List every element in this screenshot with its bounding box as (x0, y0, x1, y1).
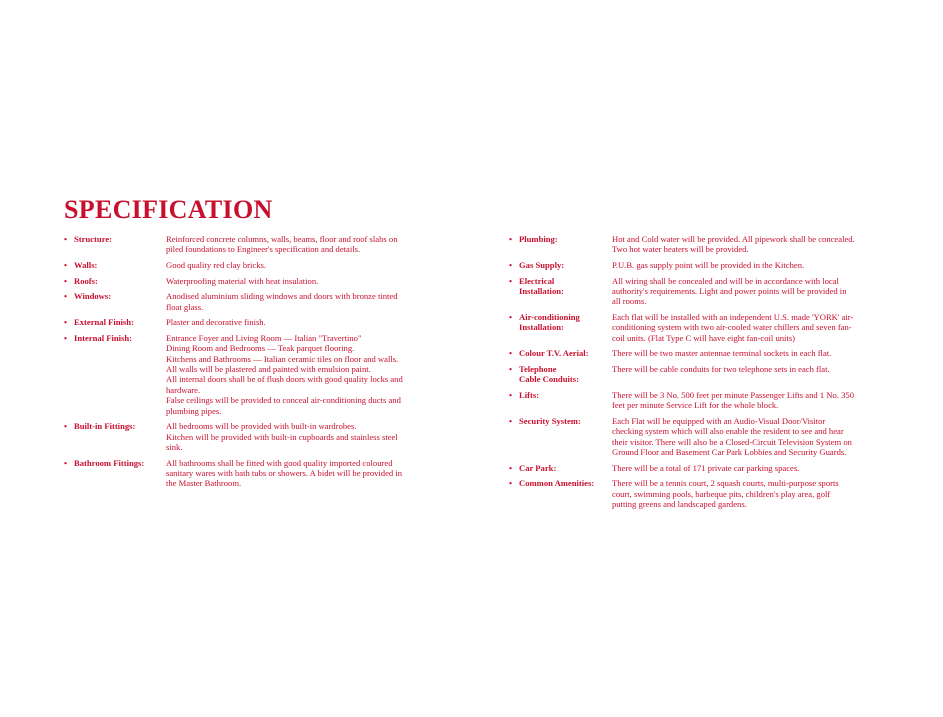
spec-item (509, 478, 881, 509)
spec-description: Good quality red clay bricks. (166, 260, 266, 270)
spec-description: All bathrooms shall be fitted with good quality imported coloured sanitary wares with bath tubs or showers. A bidet will be provided in the Master Bathroom. (166, 457, 403, 489)
bullet-icon: • (509, 462, 513, 473)
spec-label: Structure: (74, 234, 113, 244)
bullet-icon: • (509, 348, 513, 359)
spec-item (64, 458, 436, 489)
bullet-icon: • (509, 275, 513, 286)
spec-item (509, 276, 881, 307)
spec-description: There will be 3 No. 500 feet per minute Passenger Lifts and 1 No. 350 feet per minute Service Lift for the whole block. (612, 390, 854, 411)
spec-label: Lifts: (519, 390, 540, 400)
spec-description: Each Flat will be equipped with an Audio-Visual Door/Visitor checking system which will also enable the resident to see and hear their visitor. There will also be a Closed-Circuit Television System on Ground Floor and Basement Car Park Lobbies and Security Guards. (612, 416, 852, 458)
spec-label: Bathroom Fittings: (74, 457, 145, 468)
spec-description: There will be a total of 171 private car parking spaces. (612, 462, 800, 473)
spec-item (64, 421, 436, 452)
bullet-icon: • (64, 332, 68, 343)
bullet-icon: • (509, 260, 513, 270)
spec-label: Gas Supply: (519, 260, 565, 270)
spec-label: Common Amenities: (519, 478, 595, 489)
spec-label: Security System: (519, 416, 581, 426)
spec-item (509, 364, 881, 385)
spec-description: Plaster and decorative finish. (166, 317, 266, 328)
bullet-icon: • (509, 364, 513, 374)
spec-description: P.U.B. gas supply point will be provided in the Kitchen. (612, 260, 805, 270)
spec-description: Reinforced concrete columns, walls, beams, floor and roof slabs on piled foundations to Engineer's specification and details. (166, 234, 398, 255)
spec-label: Windows: (74, 291, 112, 302)
spec-description: All wiring shall be concealed and will be in accordance with local authority's requirements. Light and power points will be provided in all rooms. (612, 275, 847, 307)
spec-label: Walls: (74, 260, 98, 270)
spec-item (509, 416, 881, 458)
spec-item (509, 234, 881, 255)
spec-item (64, 291, 436, 312)
spec-description: There will be two master antennae terminal sockets in each flat. (612, 348, 832, 359)
spec-label: Built-in Fittings: (74, 421, 136, 432)
spec-description: There will be a tennis court, 2 squash courts, multi-purpose sports court, swimming pools, barbeque pits, children's play area, golf putting greens and landscaped gardens. (612, 478, 839, 510)
spec-item (64, 276, 436, 286)
bullet-icon: • (64, 317, 68, 328)
spec-label: Roofs: (74, 275, 98, 286)
bullet-icon: • (509, 234, 513, 244)
bullet-icon: • (509, 312, 513, 322)
bullet-icon: • (64, 260, 68, 270)
spec-description: All bedrooms will be provided with built-in wardrobes. Kitchen will be provided with built-in cupboards and stainless steel sink. (166, 421, 398, 453)
page-title: SPECIFICATION (64, 195, 273, 224)
spec-item (64, 260, 436, 270)
bullet-icon: • (509, 416, 513, 426)
bullet-icon: • (509, 478, 513, 489)
spec-label: Car Park: (519, 462, 557, 473)
spec-label: Internal Finish: (74, 332, 133, 343)
spec-description: Entrance Foyer and Living Room — Italian "Travertino" Dining Room and Bedrooms — Teak parquet flooring. Kitchens and Bathrooms — Italian ceramic tiles on floor and walls. All walls will be plastered and painted with emulsion paint. All internal doors shall be of flush doors with good quality locks and hardware. False ceilings will be provided to conceal air-conditioning ducts and plumbing pipes. (166, 332, 403, 416)
bullet-icon: • (64, 275, 68, 286)
spec-item (64, 333, 436, 416)
spec-description: Hot and Cold water will be provided. All pipework shall be concealed. Two hot water heaters will be provided. (612, 234, 855, 255)
spec-label: Electrical Installation: (519, 275, 564, 296)
bullet-icon: • (64, 291, 68, 302)
spec-description: There will be cable conduits for two telephone sets in each flat. (612, 364, 830, 374)
bullet-icon: • (64, 234, 68, 244)
spec-description: Waterproofing material with heat insulation. (166, 275, 319, 286)
spec-item (509, 312, 881, 343)
spec-item (509, 390, 881, 411)
left-column (64, 234, 436, 494)
spec-item (509, 348, 881, 358)
spec-item (64, 234, 436, 255)
right-column (509, 234, 881, 515)
spec-description: Anodised aluminium sliding windows and doors with bronze tinted float glass. (166, 291, 398, 312)
spec-item (509, 463, 881, 473)
spec-item (64, 317, 436, 327)
spec-label: Air-conditioning Installation: (519, 312, 580, 333)
spec-label: Plumbing: (519, 234, 558, 244)
bullet-icon: • (64, 457, 68, 468)
spec-description: Each flat will be installed with an independent U.S. made 'YORK' air- conditioning system with two air-cooled water chillers and seven fan- coil units. (Flat Type C will have eight fan-coil units) (612, 312, 854, 343)
spec-item (509, 260, 881, 270)
bullet-icon: • (509, 390, 513, 400)
spec-label: External Finish: (74, 317, 134, 328)
spec-label: Colour T.V. Aerial: (519, 348, 589, 359)
spec-label: Telephone Cable Conduits: (519, 364, 579, 385)
bullet-icon: • (64, 421, 68, 432)
